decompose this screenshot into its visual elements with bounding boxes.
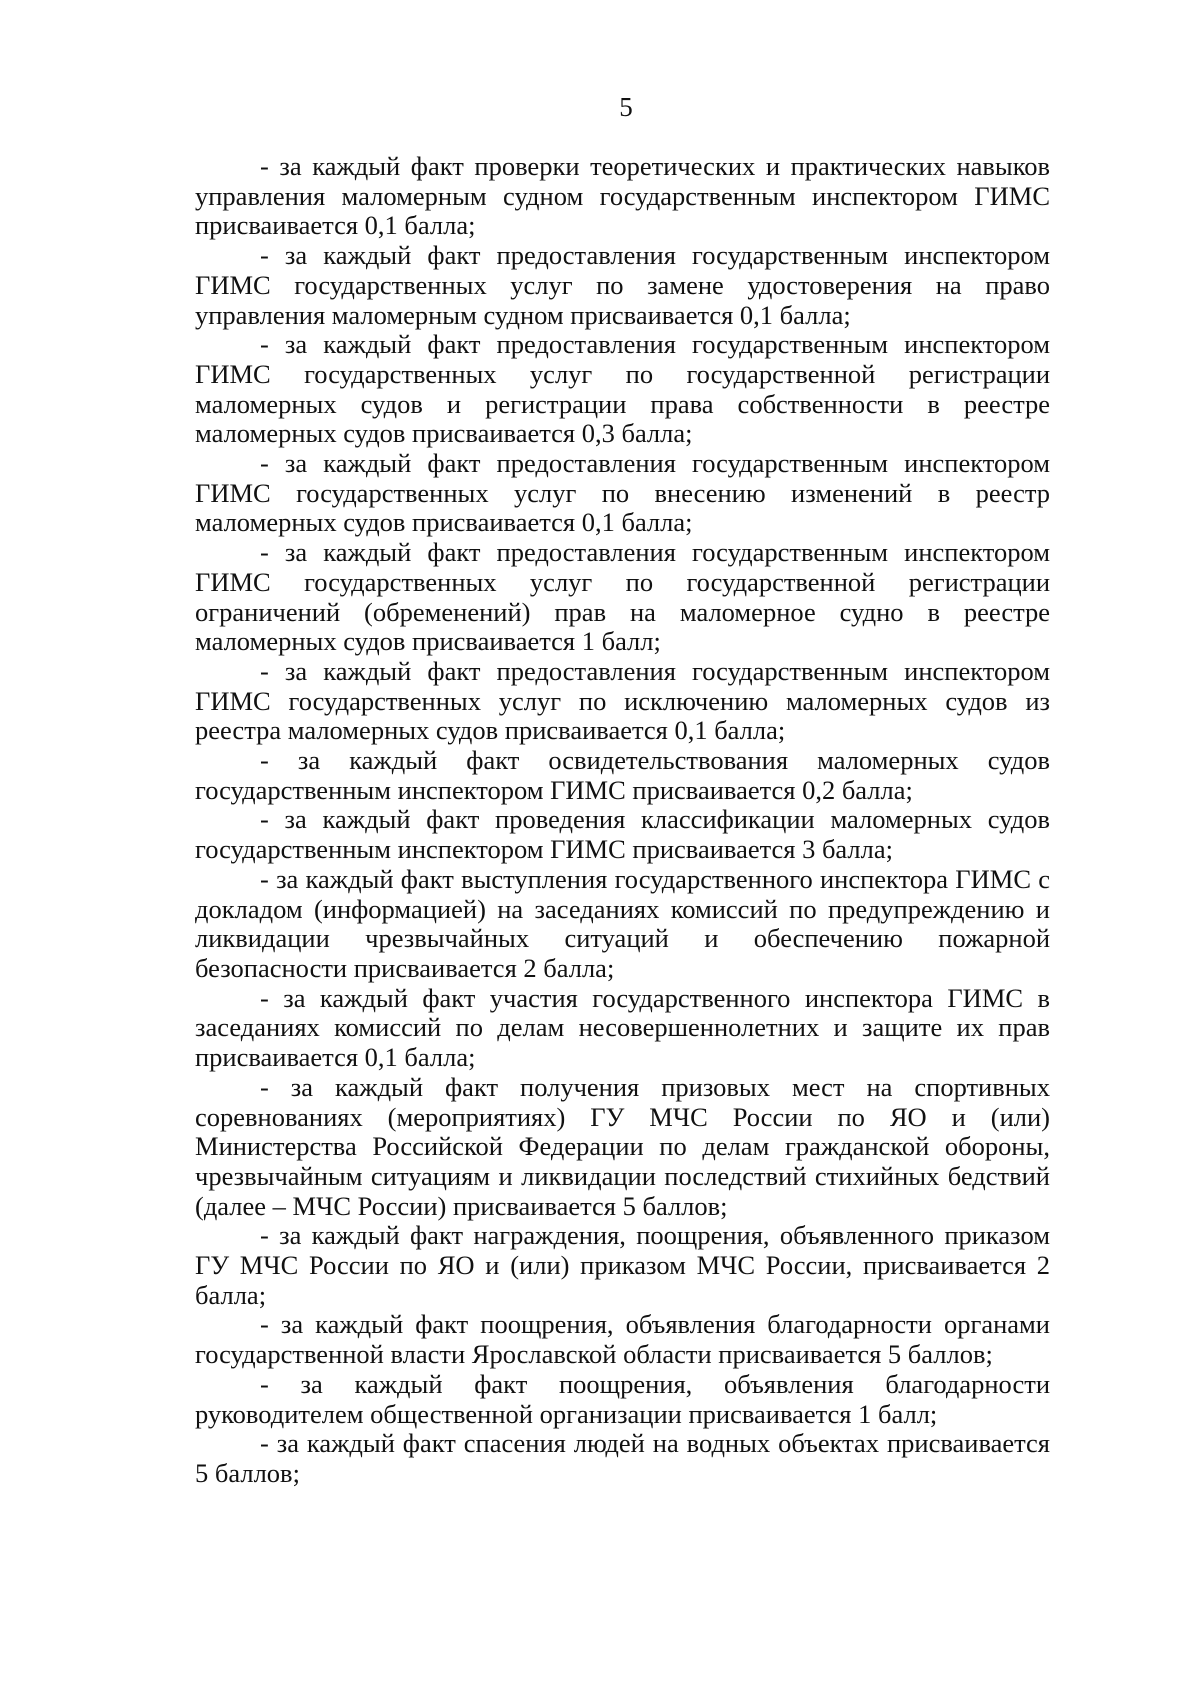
paragraph: - за каждый факт предоставления государственным инспектором ГИМС государственных услуг по государственной регистрации маломерных судов и регистрации права собственности в реестре маломерных судов присваивается 0,3 балла; <box>195 329 1050 449</box>
body-text <box>195 152 1050 1489</box>
paragraph: - за каждый факт участия государственного инспектора ГИМС в заседаниях комиссий по делам несовершеннолетних и защите их прав присваивается 0,1 балла; <box>195 982 1050 1073</box>
page-number: 5 <box>619 92 633 122</box>
paragraph: - за каждый факт поощрения, объявления благодарности руководителем общественной организации присваивается 1 балл; <box>195 1368 1050 1429</box>
paragraph: - за каждый факт поощрения, объявления благодарности органами государственной власти Ярославской области присваивается 5 баллов; <box>195 1309 1050 1370</box>
paragraph: - за каждый факт проведения классификации маломерных судов государственным инспектором ГИМС присваивается 3 балла; <box>195 804 1050 865</box>
paragraph: - за каждый факт предоставления государственным инспектором ГИМС государственных услуг по замене удостоверения на право управления маломерным судном присваивается 0,1 балла; <box>195 240 1050 330</box>
paragraph: - за каждый факт освидетельствования маломерных судов государственным инспектором ГИМС присваивается 0,2 балла; <box>195 745 1050 805</box>
paragraph: - за каждый факт предоставления государственным инспектором ГИМС государственных услуг по внесению изменений в реестр маломерных судов присваивается 0,1 балла; <box>195 448 1050 538</box>
paragraph: - за каждый факт спасения людей на водных объектах присваивается 5 баллов; <box>195 1428 1050 1488</box>
paragraph: - за каждый факт получения призовых мест на спортивных соревнованиях (мероприятиях) ГУ МЧС России по ЯО и (или) Министерства Российской Федерации по делам гражданской обороны, чрезвычайным ситуациям и ликвидации последствий стихийных бедствий (далее – МЧС России) присваивается 5 баллов; <box>195 1071 1050 1221</box>
paragraph: - за каждый факт предоставления государственным инспектором ГИМС государственных услуг по государственной регистрации ограничений (обременений) прав на маломерное судно в реестре маломерных судов присваивается 1 балл; <box>195 537 1050 657</box>
paragraph: - за каждый факт награждения, поощрения, объявленного приказом ГУ МЧС России по ЯО и (или) приказом МЧС России, присваивается 2 балла; <box>195 1220 1050 1310</box>
paragraph: - за каждый факт предоставления государственным инспектором ГИМС государственных услуг по исключению маломерных судов из реестра маломерных судов присваивается 0,1 балла; <box>195 655 1050 746</box>
paragraph: - за каждый факт проверки теоретических и практических навыков управления маломерным судном государственным инспектором ГИМС присваивается 0,1 балла; <box>195 151 1050 241</box>
paragraph: - за каждый факт выступления государственного инспектора ГИМС с докладом (информацией) на заседаниях комиссий по предупреждению и ликвидации чрезвычайных ситуаций и обеспечению пожарной безопасности присваивается 2 балла; <box>195 863 1050 983</box>
